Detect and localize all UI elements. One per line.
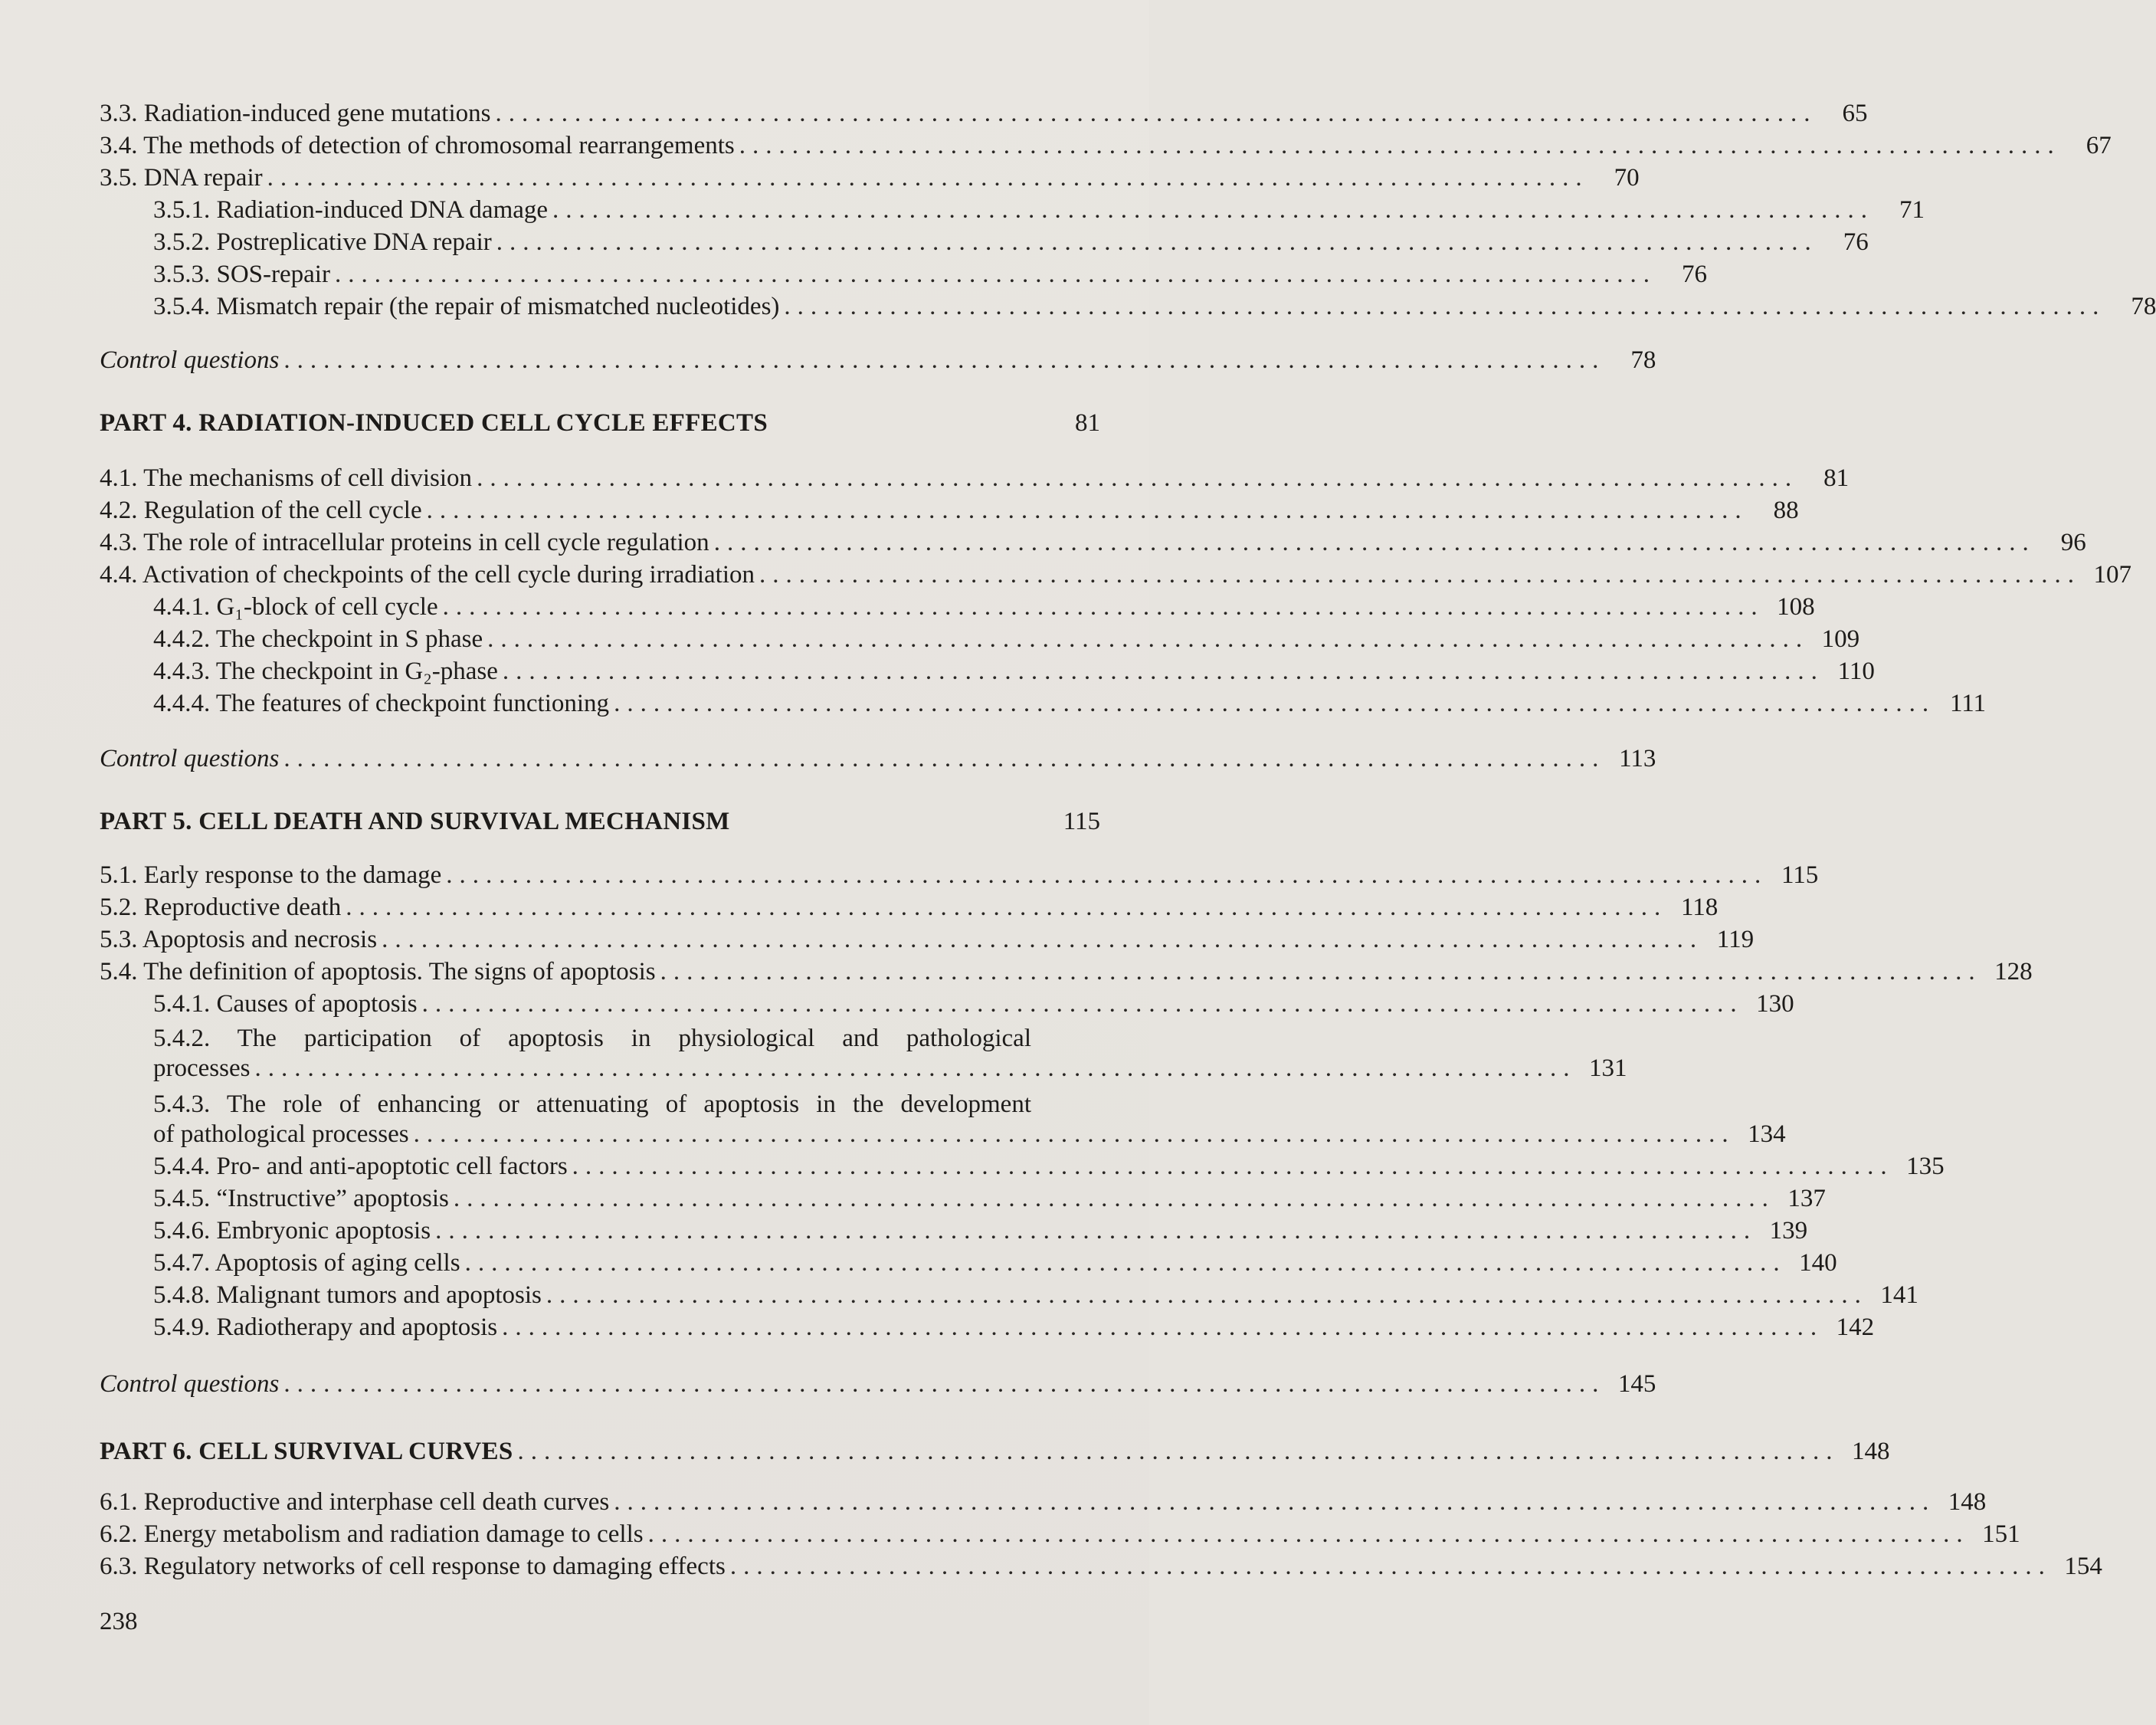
toc-entry-page: 142 [1836,1313,1875,1341]
leader-dots: .................................................................................................... [502,1313,1824,1341]
toc-entry-label: 5.4.1. Causes of apoptosis [153,990,418,1018]
toc-entry-label: 5.4.9. Radiotherapy and apoptosis [153,1313,498,1341]
toc-entry-label: 6.1. Reproductive and interphase cell death curves [100,1488,610,1516]
toc-entry [100,95,1868,129]
toc-entry-page: 134 [1748,1120,1786,1148]
leader-dots: .................................................................................................... [784,293,2106,320]
toc-entry-page: 110 [1837,658,1875,685]
toc-entry-label: 5.3. Apoptosis and necrosis [100,926,378,953]
toc-entry-page: 78 [2131,293,2156,320]
toc-entry [100,1484,1987,1517]
toc-entry-label: 5.4. The definition of apoptosis. The signs of apoptosis [100,958,656,985]
toc-entry [153,288,2156,322]
toc-entry-page: 151 [1982,1520,2020,1548]
toc-entry [153,224,1869,257]
toc-entry [153,1116,1786,1149]
toc-entry-page: 96 [2060,529,2086,556]
toc-entry-label: 3.5. DNA repair [100,164,263,192]
toc-entry-line1: 5.4.2. The participation of apoptosis in physiological and pathological [153,1025,1031,1052]
toc-entry-line1: 5.4.3. The role of enhancing or attenuating of apoptosis in the development [153,1090,1031,1118]
toc-entry-control-questions [100,342,1656,375]
toc-entry [153,589,1815,622]
toc-entry-label: Control questions [100,745,280,772]
toc-entry [153,1212,1808,1246]
toc-entry-page: 107 [2093,561,2131,589]
toc-entry-page: 115 [1781,861,1819,889]
toc-entry-label: 4.4. Activation of checkpoints of the cell cycle during irradiation [100,561,755,589]
toc-entry-label: 6.2. Energy metabolism and radiation damage to cells [100,1520,644,1548]
leader-dots: .................................................................................................... [739,132,2061,159]
toc-entry [100,159,1640,193]
toc-entry-label: Control questions [100,346,280,374]
leader-dots: .................................................................................................... [346,894,1668,921]
toc-entry [153,192,1925,225]
toc-entry-label: 5.4.7. Apoptosis of aging cells [153,1249,460,1277]
leader-dots: .................................................................................................... [759,561,2081,589]
leader-dots: .................................................................................................... [517,1438,1840,1465]
leader-dots: .................................................................................................... [487,625,1810,653]
toc-entry [153,1050,1627,1084]
toc-entry-page: 88 [1773,497,1799,524]
toc-entry-label: Control questions [100,1370,280,1398]
toc-entry-page: 140 [1799,1249,1837,1277]
toc-entry-label: 5.4.4. Pro- and anti-apoptotic cell factors [153,1153,568,1180]
toc-entry [153,653,1875,687]
leader-dots: .................................................................................................... [614,1488,1936,1516]
leader-dots: .................................................................................................... [647,1520,1970,1548]
toc-entry-control-questions [100,1366,1656,1399]
toc-entry-label: 3.3. Radiation-induced gene mutations [100,100,491,127]
leader-dots: .................................................................................................... [283,346,1606,374]
toc-part-label: PART 4. RADIATION-INDUCED CELL CYCLE EFFECTS [100,409,768,437]
toc-entry-label: 5.4.8. Malignant tumors and apoptosis [153,1281,542,1309]
toc-entry [153,685,1987,719]
leader-dots: .................................................................................................... [254,1054,1577,1082]
toc-part-label: PART 5. CELL DEATH AND SURVIVAL MECHANISM [100,808,730,835]
toc-entry [153,1245,1837,1278]
toc-entry [100,921,1755,955]
toc-part-heading [100,1433,1890,1467]
toc-entry [100,492,1799,526]
toc-entry-label: 3.5.3. SOS-repair [153,261,330,288]
toc-entry-page: 76 [1681,261,1707,288]
toc-entry-label: 4.2. Regulation of the cell cycle [100,497,422,524]
toc-entry-label-cont: processes [153,1054,251,1082]
leader-dots: .................................................................................................... [426,497,1748,524]
toc-entry-page: 113 [1619,745,1656,772]
toc-entry-label-cont: of pathological processes [153,1120,409,1148]
toc-entry-page: 135 [1906,1153,1945,1180]
toc-entry [153,1180,1826,1214]
toc-entry-label: 5.4.5. “Instructive” apoptosis [153,1185,449,1212]
toc-entry-label: 3.5.4. Mismatch repair (the repair of mismatched nucleotides) [153,293,780,320]
page-number: 238 [100,1608,138,1635]
toc-entry [100,127,2112,161]
toc-entry [100,556,2131,590]
toc-entry [100,1516,2020,1550]
toc-entry-label: 4.4.3. The checkpoint in G₂-phase [153,658,498,685]
toc-entry-label: 4.4.1. G₁-block of cell cycle [153,593,438,621]
leader-dots: .................................................................................................... [382,926,1704,953]
toc-entry-page: 111 [1950,690,1987,717]
toc-entry [153,985,1794,1019]
leader-dots: .................................................................................................... [283,1370,1606,1398]
toc-entry [153,1309,1875,1343]
toc-entry-label: 4.4.2. The checkpoint in S phase [153,625,483,653]
toc-entry-label: 5.1. Early response to the damage [100,861,442,889]
toc-entry-page: 118 [1680,894,1719,921]
toc-entry-page: 65 [1842,100,1868,127]
toc-entry-page: 81 [1075,409,1100,437]
leader-dots: .................................................................................................... [283,745,1606,772]
leader-dots: .................................................................................................... [552,196,1875,224]
toc-entry-label: 5.4.6. Embryonic apoptosis [153,1217,431,1245]
leader-dots: .................................................................................................... [477,464,1799,492]
leader-dots: .................................................................................................... [464,1249,1787,1277]
toc-entry-label: 3.5.1. Radiation-induced DNA damage [153,196,549,224]
leader-dots: .................................................................................................... [413,1120,1735,1148]
toc-entry-label: 3.4. The methods of detection of chromosomal rearrangements [100,132,735,159]
leader-dots: .................................................................................................... [334,261,1656,288]
toc-entry-label: 6.3. Regulatory networks of cell response to damaging effects [100,1553,726,1580]
leader-dots: .................................................................................................... [495,100,1817,127]
toc-entry-page: 67 [2086,132,2112,159]
toc-entry-label: 3.5.2. Postreplicative DNA repair [153,228,492,256]
toc-entry-page: 115 [1063,808,1100,835]
leader-dots: .................................................................................................... [435,1217,1758,1245]
toc-entry [100,460,1850,494]
toc-entry-label: 4.3. The role of intracellular proteins in cell cycle regulation [100,529,709,556]
toc-entry-control-questions [100,740,1656,774]
toc-entry [100,1548,2102,1582]
leader-dots: .................................................................................................... [453,1185,1775,1212]
toc-entry [100,524,2086,558]
leader-dots: .................................................................................................... [713,529,2036,556]
toc-entry-page: 148 [1851,1438,1890,1465]
toc-part-heading [100,803,1100,837]
toc-entry-page: 154 [2064,1553,2102,1580]
leader-dots: .................................................................................................... [446,861,1768,889]
toc-entry-label: 5.2. Reproductive death [100,894,342,921]
toc-entry-page: 128 [1994,958,2033,985]
toc-part-label: PART 6. CELL SURVIVAL CURVES [100,1438,513,1465]
toc-part-heading [100,405,1100,438]
toc-entry [100,889,1719,923]
toc-entry-page: 70 [1614,164,1640,192]
toc-entry [153,1148,1945,1182]
toc-entry-page: 119 [1716,926,1755,953]
leader-dots: .................................................................................................... [546,1281,1868,1309]
leader-dots: .................................................................................................... [614,690,1936,717]
leader-dots: .................................................................................................... [496,228,1818,256]
toc-entry [153,1277,1918,1310]
toc-entry-page: 141 [1880,1281,1918,1309]
toc-entry-label: 4.4.4. The features of checkpoint functioning [153,690,610,717]
toc-entry-page: 131 [1588,1054,1627,1082]
toc-entry [100,857,1819,890]
toc-entry-label: 4.1. The mechanisms of cell division [100,464,473,492]
toc-entry-page: 137 [1787,1185,1826,1212]
toc-entry [100,953,2033,987]
leader-dots: .................................................................................................... [421,990,1744,1018]
toc-entry-page: 139 [1769,1217,1808,1245]
leader-dots: .................................................................................................... [729,1553,2052,1580]
toc-entry-page: 109 [1821,625,1860,653]
leader-dots: .................................................................................................... [502,658,1824,685]
toc-entry [153,621,1860,654]
toc-entry-page: 78 [1630,346,1656,374]
toc-entry-page: 76 [1843,228,1869,256]
toc-entry-page: 145 [1617,1370,1656,1398]
toc-entry-page: 148 [1948,1488,1987,1516]
leader-dots: .................................................................................................... [660,958,1982,985]
leader-dots: .................................................................................................... [267,164,1589,192]
toc-entry-page: 71 [1899,196,1925,224]
toc-entry-page: 108 [1777,593,1815,621]
toc-entry-page: 81 [1823,464,1850,492]
toc-entry [153,256,1707,290]
leader-dots: .................................................................................................... [442,593,1764,621]
leader-dots: .................................................................................................... [572,1153,1894,1180]
toc-entry-page: 130 [1756,990,1794,1018]
